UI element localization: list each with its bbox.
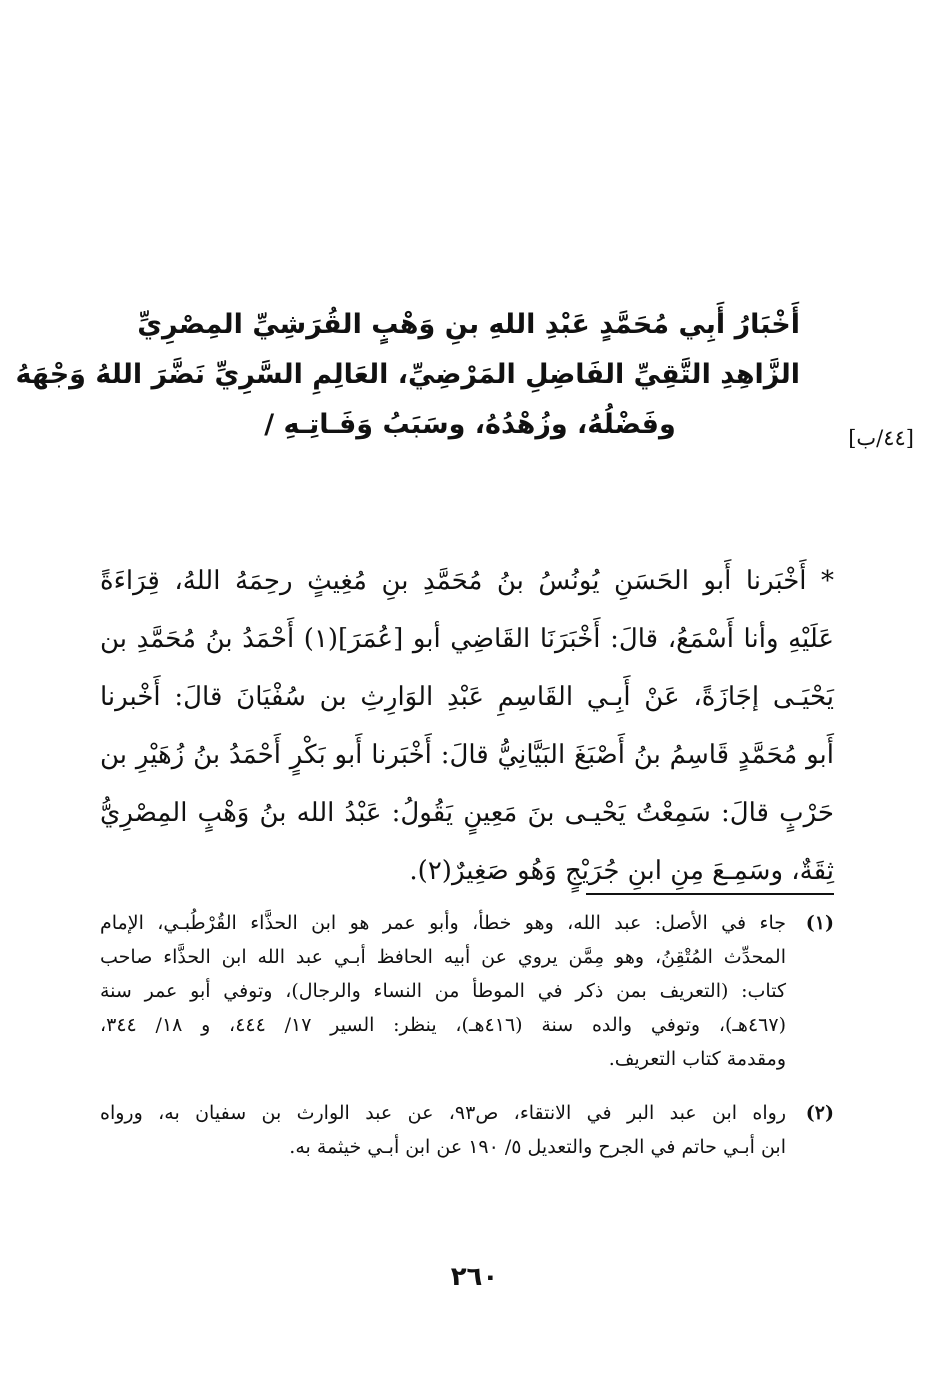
heading-line-1: أَخْبَارُ أَبِي مُحَمَّدٍ عَبْدِ اللهِ بنِ وَهْبٍ القُرَشِيِّ المِصْرِيِّ <box>137 309 800 340</box>
main-text-line: * أَخْبَرنا أَبو الحَسَنِ يُونُسُ بنُ مُحَمَّدِ بنِ مُغِيثٍ رحِمَهُ اللهُ، قِرَاءَةً <box>100 566 834 596</box>
manuscript-folio-reference: [٤٤/ب] <box>848 426 914 450</box>
footnotes <box>100 906 834 1184</box>
footnote-line: كتاب: (التعريف بمن ذكر في الموطأ من النساء والرجال)، وتوفي أبو عمر سنة <box>100 980 786 1002</box>
main-text <box>100 552 834 900</box>
footnote-number: (٢) <box>805 1102 834 1124</box>
main-text-line: يَحْيَـى إجَازَةً، عَنْ أَبِـي القَاسِمِ عَبْدِ الوَارِثِ بن سُفْيَانَ قالَ: أَخْبرنا <box>100 682 834 712</box>
page-number: ٢٦٠ <box>450 1262 499 1292</box>
footnote-line: (٤٦٧هـ)، وتوفي والده سنة (٤١٦هـ)، ينظر: السير ١٧/ ٤٤٤، و ١٨/ ٣٤٤، <box>100 1014 786 1036</box>
footnote-line: جاء في الأصل: عبد الله، وهو خطأ، وأبو عمر هو ابن الحذَّاء القُرْطُبـي، الإمام <box>100 912 786 934</box>
footnote-line: رواه ابن عبد البر في الانتقاء، ص٩٣، عن عبد الوارث بن سفيان به، ورواه <box>100 1102 786 1124</box>
footnote-line: ومقدمة كتاب التعريف. <box>608 1048 786 1070</box>
main-text-line: حَرْبٍ قالَ: سَمِعْتُ يَحْيـى بنَ مَعِينٍ يَقُولُ: عَبْدُ الله بنُ وَهْبٍ المِصْرِيُّ <box>100 798 834 828</box>
heading-line-3: وفَضْلُهُ، وزُهْدُهُ، وسَبَبُ وَفَـاتِـهِ / <box>264 409 676 440</box>
footnote-1 <box>100 906 834 1076</box>
heading-line-2: الزَّاهِدِ التَّقِيِّ الفَاضِلِ المَرْضِيِّ، العَالِمِ السَّرِيِّ نَضَّرَ اللهُ وَجْهَهُ <box>15 359 800 390</box>
footnote-number: (١) <box>805 912 834 934</box>
main-text-line: أَبو مُحَمَّدٍ قَاسِمُ بنُ أَصْبَغَ البَيَّانِيُّ قالَ: أَخْبَرنا أَبو بَكْرٍ أَحْمَدُ بنُ زُهَيْرِ بن <box>100 740 834 770</box>
footnote-separator <box>586 893 834 895</box>
footnote-2 <box>100 1096 834 1164</box>
footnote-line: ابن أبـي حاتم في الجرح والتعديل ٥/ ١٩٠ عن ابن أبـي خيثمة به. <box>289 1136 786 1158</box>
footnote-line: المحدِّث المُتْقِنُ، وهو مِمَّن يروي عن أبيه الحافظ أبـي عبد الله ابن الحذَّاء صاحب <box>100 946 786 968</box>
chapter-heading <box>15 300 800 450</box>
main-text-line: ثِقَةٌ، وسَمِـعَ مِنِ ابنِ جُرَيْجٍ وَهُو صَغِيرٌ(٢). <box>409 856 834 886</box>
main-text-line: عَلَيْهِ وأنا أَسْمَعُ، قالَ: أَخْبَرَنَا القَاضِي أبو [عُمَرَ](١) أَحْمَدُ بنُ مُحَمَّدِ بن <box>100 624 834 654</box>
